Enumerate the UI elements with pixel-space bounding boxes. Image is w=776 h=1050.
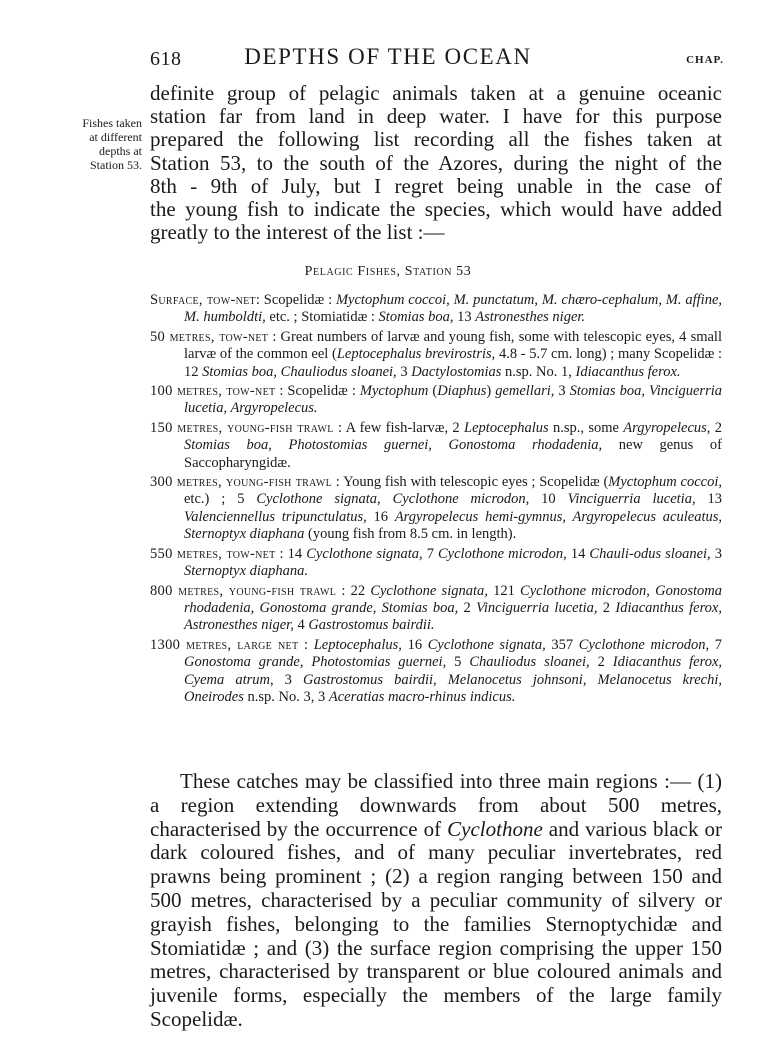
- italic-text: Idiacanthus ferox, Astronesthes niger,: [184, 599, 722, 634]
- text-run: n.sp., some: [548, 419, 624, 436]
- italic-text: Myctophum coccoi, M. punctatum, M. chæro-cephalum, M. affine, M. humboldti,: [184, 292, 722, 326]
- italic-text: Vinciguerria lucetia,: [476, 599, 598, 616]
- italic-text: Stomias boa, Vinciguerria lucetia, Argyropelecus.: [184, 383, 722, 417]
- italic-text: Vinciguerria lucetia,: [567, 491, 696, 508]
- text-run: 3: [710, 545, 722, 562]
- text-run: 4: [293, 617, 309, 634]
- page-header: [0, 44, 776, 74]
- italic-text: Argyropelecus,: [623, 419, 711, 436]
- text-run: 2: [589, 654, 613, 671]
- italic-text: Leptocephalus: [464, 419, 549, 436]
- italic-text: Aceratias macro-rhinus indicus.: [328, 688, 516, 705]
- catch-depth-label: 100 metres, tow-net: [150, 383, 276, 400]
- italic-text: Idiacanthus ferox.: [575, 363, 681, 380]
- running-head: DEPTHS OF THE OCEAN: [244, 44, 532, 69]
- catch-depth-label: 800 metres, young-fish trawl: [150, 582, 337, 599]
- margin-note-line: at different: [89, 130, 142, 144]
- text-run: 3: [396, 363, 412, 380]
- text-run: 14: [566, 545, 590, 562]
- text-run: : A few fish-larvæ, 2: [333, 419, 465, 436]
- catch-list: [150, 292, 722, 708]
- italic-text: Myctophum: [359, 383, 429, 400]
- text-run: n.sp. No. 1,: [501, 363, 576, 380]
- catch-entry: [150, 420, 722, 472]
- italic-text: Idiacanthus ferox, Cyema atrum,: [184, 654, 723, 688]
- italic-text: Leptocephalus,: [313, 636, 402, 653]
- margin-note-line: Fishes taken: [82, 116, 142, 130]
- intro-line: 8th - 9th of July, but I regret being unable in the case of: [150, 173, 722, 198]
- italic-text: Cyclothone microdon,: [438, 545, 567, 562]
- catch-depth-label: Surface, tow-net: [150, 292, 256, 308]
- text-run: 2: [597, 599, 616, 616]
- intro-line: prepared the following list recording all the fishes taken at: [150, 127, 722, 152]
- catch-entry: [150, 637, 722, 707]
- catch-depth-label: 300 metres, young-fish trawl: [150, 474, 332, 491]
- italic-text: Stomias boa, Photostomias guernei, Gonostoma rhodadenia,: [184, 437, 603, 454]
- text-run: : Great numbers of larvæ and young fish, some with telescopic eyes, 4 small larvæ of the common eel (: [184, 328, 722, 363]
- text-run: 16: [401, 636, 428, 653]
- italic-text: Cyclothone signata,: [427, 636, 546, 653]
- catch-entry: [150, 583, 722, 635]
- text-run: (young fish from 8.5 cm. in length).: [304, 526, 517, 543]
- italic-text: Valenciennellus tripunctulatus,: [184, 508, 367, 525]
- italic-text: Cyclothone signata,: [306, 545, 423, 562]
- intro-line: Station 53, to the south of the Azores, during the night of the: [150, 150, 722, 175]
- text-run: 16: [366, 508, 395, 525]
- catch-depth-label: 50 metres, tow-net: [150, 328, 269, 345]
- text-run: 2: [710, 419, 723, 436]
- catch-depth-label: 150 metres, young-fish trawl: [150, 419, 334, 436]
- italic-text: gemellari,: [495, 383, 555, 400]
- text-run: : 22: [336, 582, 371, 599]
- text-run: 4.8 - 5.7 cm. long) ; many Scopelidæ : 12: [184, 346, 722, 380]
- catch-entry: [150, 383, 722, 418]
- text-run: (: [428, 383, 438, 400]
- italic-text: Cyclothone microdon, Gonostoma rhodadenia, Gonostoma grande, Stomias boa,: [184, 582, 722, 616]
- italic-text: Gonostoma grande, Photostomias guernei,: [184, 654, 447, 671]
- italic-text: Cyclothone microdon,: [578, 636, 710, 653]
- italic-text: Gastrostomus bairdii, Melanocetus johnsoni, Melanocetus krechi, Oneirodes: [184, 671, 722, 705]
- text-run: 3: [554, 383, 570, 400]
- italic-text: Cyclothone signata, Cyclothone microdon,: [256, 491, 530, 508]
- margin-note-line: Station 53.: [89, 158, 142, 172]
- italic-text: Stomias boa, Chauliodus sloanei,: [202, 363, 397, 380]
- catch-entry: [150, 546, 722, 581]
- catch-entry: [150, 474, 722, 544]
- margin-note: [42, 116, 142, 172]
- chapter-label: CHAP.: [686, 54, 724, 66]
- italic-text: Stomias boa,: [378, 309, 454, 326]
- catch-entry: [150, 329, 722, 381]
- italic-text: Sternoptyx diaphana.: [184, 563, 309, 580]
- text-run: : Young fish with telescopic eyes ; Scopelidæ (: [332, 474, 609, 491]
- italic-text: Argyropelecus hemi-gymnus, Argyropelecus aculeatus, Sternoptyx diaphana: [184, 508, 722, 543]
- text-run: and various black or dark coloured fishes, and of many peculiar invertebrates, red prawns being prominent ; (2) a region ranging between 150 and 500 metres, characterised by a peculiar community of silvery or grayish fishes, belonging to the families Sternoptychidæ and Stomiatidæ ; and (3) the surface region comprising the upper 150 metres, characterised by transparent or blue coloured animals and juvenile forms, especially the members of the large family Scopelidæ.: [150, 816, 722, 1031]
- page-number: 618: [150, 48, 182, 70]
- text-run: 3: [273, 671, 303, 688]
- italic-text: Chauliodus sloanei,: [469, 654, 590, 671]
- text-run: 5: [446, 654, 470, 671]
- text-run: 10: [529, 491, 568, 508]
- text-run: n.sp. No. 3, 3: [243, 688, 329, 705]
- text-run: 357: [545, 636, 579, 653]
- text-run: ): [486, 383, 496, 400]
- text-run: 13: [695, 491, 723, 508]
- italic-text: Diaphus: [437, 383, 487, 400]
- catch-entry: [150, 292, 722, 327]
- text-run: new genus of Saccopharyngidæ.: [184, 437, 722, 471]
- text-run: : Scopelidæ :: [255, 292, 336, 308]
- italic-text: Chauli-odus sloanei,: [589, 545, 711, 562]
- table-title: Pelagic Fishes, Station 53: [304, 264, 472, 279]
- text-run: 7: [709, 636, 723, 653]
- intro-line: the young fish to indicate the species, which would have added: [150, 197, 722, 222]
- text-run: etc. ; Stomiatidæ :: [265, 309, 379, 326]
- italic-text: Astronesthes niger.: [475, 309, 586, 326]
- intro-paragraph: [150, 82, 722, 244]
- text-run: 121: [487, 582, 521, 599]
- italic-text: Cyclothone: [447, 816, 543, 841]
- text-run: : 14: [275, 545, 307, 562]
- intro-line: station far from land in deep water. I have for this purpose: [150, 104, 722, 129]
- text-run: 7: [422, 545, 439, 562]
- text-run: :: [298, 636, 314, 653]
- text-run: etc.) ; 5: [184, 491, 257, 508]
- italic-text: Leptocephalus brevirostris,: [336, 346, 496, 363]
- italic-text: Cyclothone signata,: [370, 582, 488, 599]
- margin-note-line: depths at: [99, 144, 142, 158]
- intro-line: greatly to the interest of the list :—: [150, 220, 445, 245]
- intro-line: definite group of pelagic animals taken at a genuine oceanic: [150, 81, 722, 105]
- italic-text: Gastrostomus bairdii.: [308, 617, 435, 634]
- catch-depth-label: 550 metres, tow-net: [150, 545, 276, 562]
- text-run: 13: [453, 309, 476, 326]
- italic-text: Dactylostomias: [411, 363, 502, 380]
- text-run: : Scopelidæ :: [275, 383, 360, 400]
- italic-text: Myctophum coccoi,: [608, 474, 722, 491]
- text-run: These catches may be classified into three main regions :— (1) a region extending downwards from about 500 metres, characterised by the occurrence of: [150, 769, 722, 841]
- catch-depth-label: 1300 metres, large net: [150, 636, 299, 653]
- conclusion-paragraph: [150, 770, 722, 1032]
- text-run: 2: [458, 599, 477, 616]
